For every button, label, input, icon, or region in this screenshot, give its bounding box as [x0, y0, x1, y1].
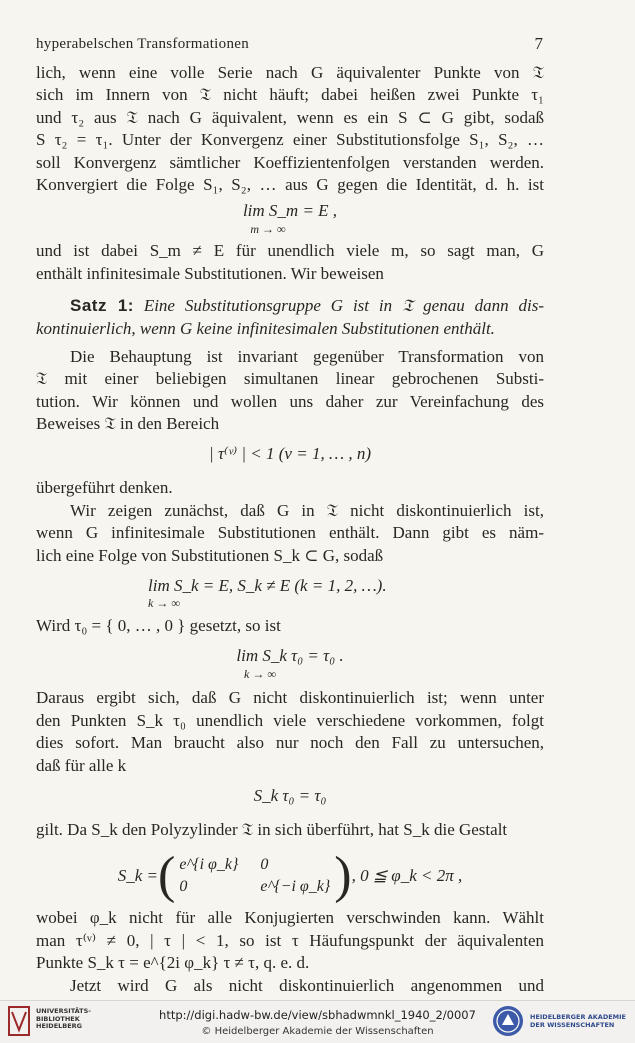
text-line: übergeführt denken.	[36, 478, 173, 498]
copyright-notice: © Heidelberger Akademie der Wissenschaften	[201, 1026, 434, 1037]
equation-limit-tau	[36, 637, 544, 687]
academy-name: HEIDELBERGER AKADEMIE DER WISSENSCHAFTEN	[530, 1013, 626, 1029]
equation-subscript: m → ∞	[250, 221, 286, 236]
text-line: lich, wenn eine volle Serie nach G äquivalenter Punkte von 𝔗	[36, 63, 544, 82]
text-line: soll Konvergenz sämtlicher Koeffizientenfolgen verstanden werden.	[36, 152, 544, 172]
library-name: UNIVERSITÄTS- BIBLIOTHEK HEIDELBERG	[36, 1007, 91, 1030]
text-line: enthält infinitesimale Substitutionen. Wir beweisen	[36, 263, 384, 283]
page-body	[36, 62, 544, 997]
text-line: Wird τ₀ = { 0, … , 0 } gesetzt, so ist	[36, 616, 281, 636]
matrix-entry: e^{i φ_k}	[179, 856, 239, 874]
text-line: S τ₂ = τ₁. Unter der Konvergenz einer Substitutionsfolge S₁, S₂, …	[36, 130, 544, 150]
theorem-label: Satz 1:	[70, 296, 134, 316]
equation-main: lim S_m = E ,	[242, 201, 338, 221]
equation-matrix	[36, 841, 544, 907]
text-line: Punkte S_k τ = e^{2i φ_k} τ ≠ τ, q. e. d.	[36, 953, 310, 973]
text-line: Beweises 𝔗 in den Bereich	[36, 414, 220, 434]
equation-main: | τ⁽ᵛ⁾ | < 1 (ν = 1, … , n)	[209, 444, 371, 464]
text-line: man τ⁽ᵛ⁾ ≠ 0, | τ | < 1, so ist τ Häufungspunkt der äquivalenten	[36, 930, 544, 950]
theorem-text: Eine Substitutionsgruppe G ist in 𝔗 genau dann dis-	[143, 296, 544, 316]
equation-fixed-point	[36, 777, 544, 819]
matrix-entry: e^{−i φ_k}	[260, 878, 331, 896]
text-line: Konvergiert die Folge S₁, S₂, … aus G gegen die Identität, d. h. ist	[36, 174, 544, 194]
text-line: gilt. Da S_k den Polyzylinder 𝔗 in sich überführt, hat S_k die Gestalt	[36, 819, 508, 839]
text-line: tution. Wir können und wollen uns daher zur Vereinfachung des	[36, 391, 544, 411]
academy-seal-icon	[492, 1005, 524, 1037]
equation-lhs: S_k =	[117, 866, 159, 886]
matrix: ( e^{i φ_k} 0 0 e^{−i φ_k} )	[158, 847, 352, 905]
text-line: sich im Innern von 𝔗 nicht häuft; dabei heißen zwei Punkte τ₁	[36, 85, 544, 105]
matrix-entry: 0	[260, 856, 269, 874]
equation-subscript: k → ∞	[244, 666, 276, 681]
theorem-line: kontinuierlich, wenn G keine infinitesimalen Substitutionen enthält.	[36, 318, 495, 338]
text-line: wenn G infinitesimale Substitutionen enthält. Dann gibt es näm-	[36, 523, 544, 543]
text-line: und τ₂ aus 𝔗 nach G äquivalent, wenn es ein S ⊂ G gibt, sodaß	[36, 107, 544, 127]
text-line: dies sofort. Man braucht also nur noch den Fall zu untersuchen,	[36, 733, 544, 753]
text-line: den Punkten S_k τ₀ unendlich viele verschiedene vorkommen, folgt	[36, 710, 544, 730]
page-number: 7	[534, 34, 543, 53]
text-line: Die Behauptung ist invariant gegenüber Transformation von	[70, 346, 544, 366]
text-line: und ist dabei S_m ≠ E für unendlich viele m, so sagt man, G	[36, 241, 544, 261]
equation-limit-sm	[36, 196, 544, 240]
viewer-footer	[0, 1000, 635, 1043]
equation-subscript: k → ∞	[148, 596, 180, 611]
text-line: 𝔗 mit einer beliebigen simultanen linear gebrochenen Substi-	[36, 369, 544, 389]
running-title: hyperabelschen Transformationen	[36, 36, 250, 52]
text-line: wobei φ_k nicht für alle Konjugierten verschwinden kann. Wählt	[36, 908, 544, 928]
equation-domain	[36, 435, 544, 477]
equation-limit-sk	[36, 567, 544, 615]
text-line: daß für alle k	[36, 755, 127, 775]
text-line: Daraus ergibt sich, daß G nicht diskontinuierlich ist; wenn unter	[36, 688, 544, 708]
text-line: Wir zeigen zunächst, daß G in 𝔗 nicht diskontinuierlich ist,	[70, 500, 544, 520]
text-line: lich eine Folge von Substitutionen S_k ⊂ G, sodaß	[36, 545, 384, 565]
matrix-entry: 0	[179, 878, 188, 896]
equation-main: lim S_k τ₀ = τ₀ .	[236, 646, 344, 666]
equation-condition: , 0 ≦ φ_k < 2π ,	[351, 866, 463, 886]
equation-main: lim S_k = E, S_k ≠ E (k = 1, 2, …).	[148, 576, 387, 596]
theorem-line	[36, 295, 544, 317]
equation-main: S_k τ₀ = τ₀	[253, 785, 327, 805]
text-line: Jetzt wird G als nicht diskontinuierlich angenommen und	[70, 975, 544, 995]
permalink-url[interactable]: http://digi.hadw-bw.de/view/sbhadwmnkl_1940_2/0007	[159, 1008, 476, 1022]
